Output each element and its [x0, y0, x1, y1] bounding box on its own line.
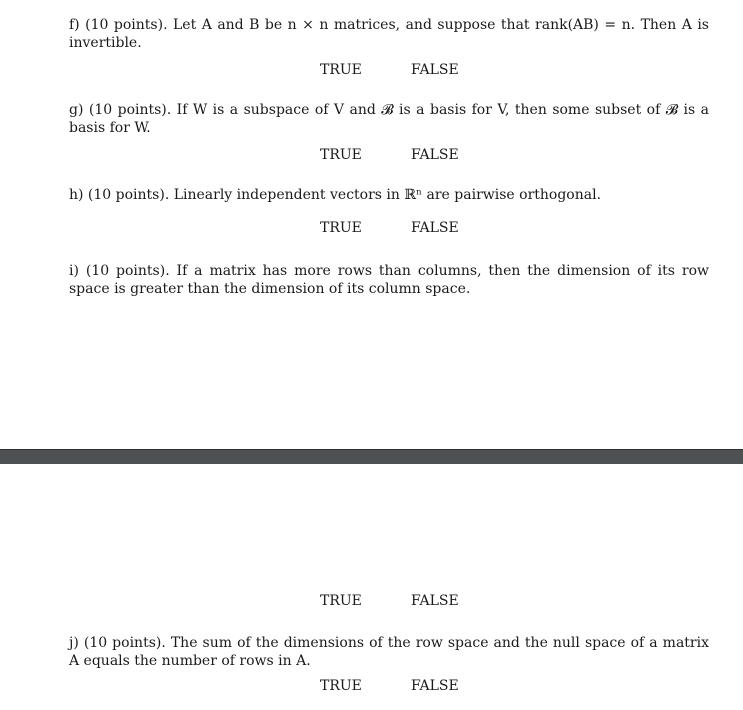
answer-options-j: [0, 677, 743, 695]
answer-options-f: [0, 61, 743, 79]
question-g-text: g) (10 points). If W is a subspace of V and 𝓑 is a basis for V, then some subset of 𝓑 is a basis for W.: [69, 102, 709, 136]
question-g: [69, 101, 709, 137]
question-i-text: i) (10 points). If a matrix has more rows than columns, then the dimension of its row space is greater than the dimension of its column space.: [69, 263, 709, 297]
question-i: [69, 262, 709, 298]
true-option-g[interactable]: TRUE: [320, 147, 362, 163]
question-f: [69, 16, 709, 52]
true-option-f[interactable]: TRUE: [320, 62, 362, 78]
question-f-text: f) (10 points). Let A and B be n × n matrices, and suppose that rank(AB) = n. Then A is invertible.: [69, 17, 709, 51]
answer-options-i: [0, 592, 743, 610]
false-option-j[interactable]: FALSE: [411, 678, 459, 694]
answer-options-h: [0, 219, 743, 237]
false-option-g[interactable]: FALSE: [411, 147, 459, 163]
false-option-h[interactable]: FALSE: [411, 220, 459, 236]
page-divider: [0, 449, 743, 464]
false-option-f[interactable]: FALSE: [411, 62, 459, 78]
question-h: [69, 186, 709, 204]
answer-options-g: [0, 146, 743, 164]
question-j: [69, 634, 709, 670]
question-h-text: h) (10 points). Linearly independent vectors in ℝⁿ are pairwise orthogonal.: [69, 187, 602, 203]
true-option-i[interactable]: TRUE: [320, 593, 362, 609]
question-j-text: j) (10 points). The sum of the dimensions of the row space and the null space of a matrix A equals the number of rows in A.: [69, 635, 709, 669]
false-option-i[interactable]: FALSE: [411, 593, 459, 609]
true-option-h[interactable]: TRUE: [320, 220, 362, 236]
true-option-j[interactable]: TRUE: [320, 678, 362, 694]
